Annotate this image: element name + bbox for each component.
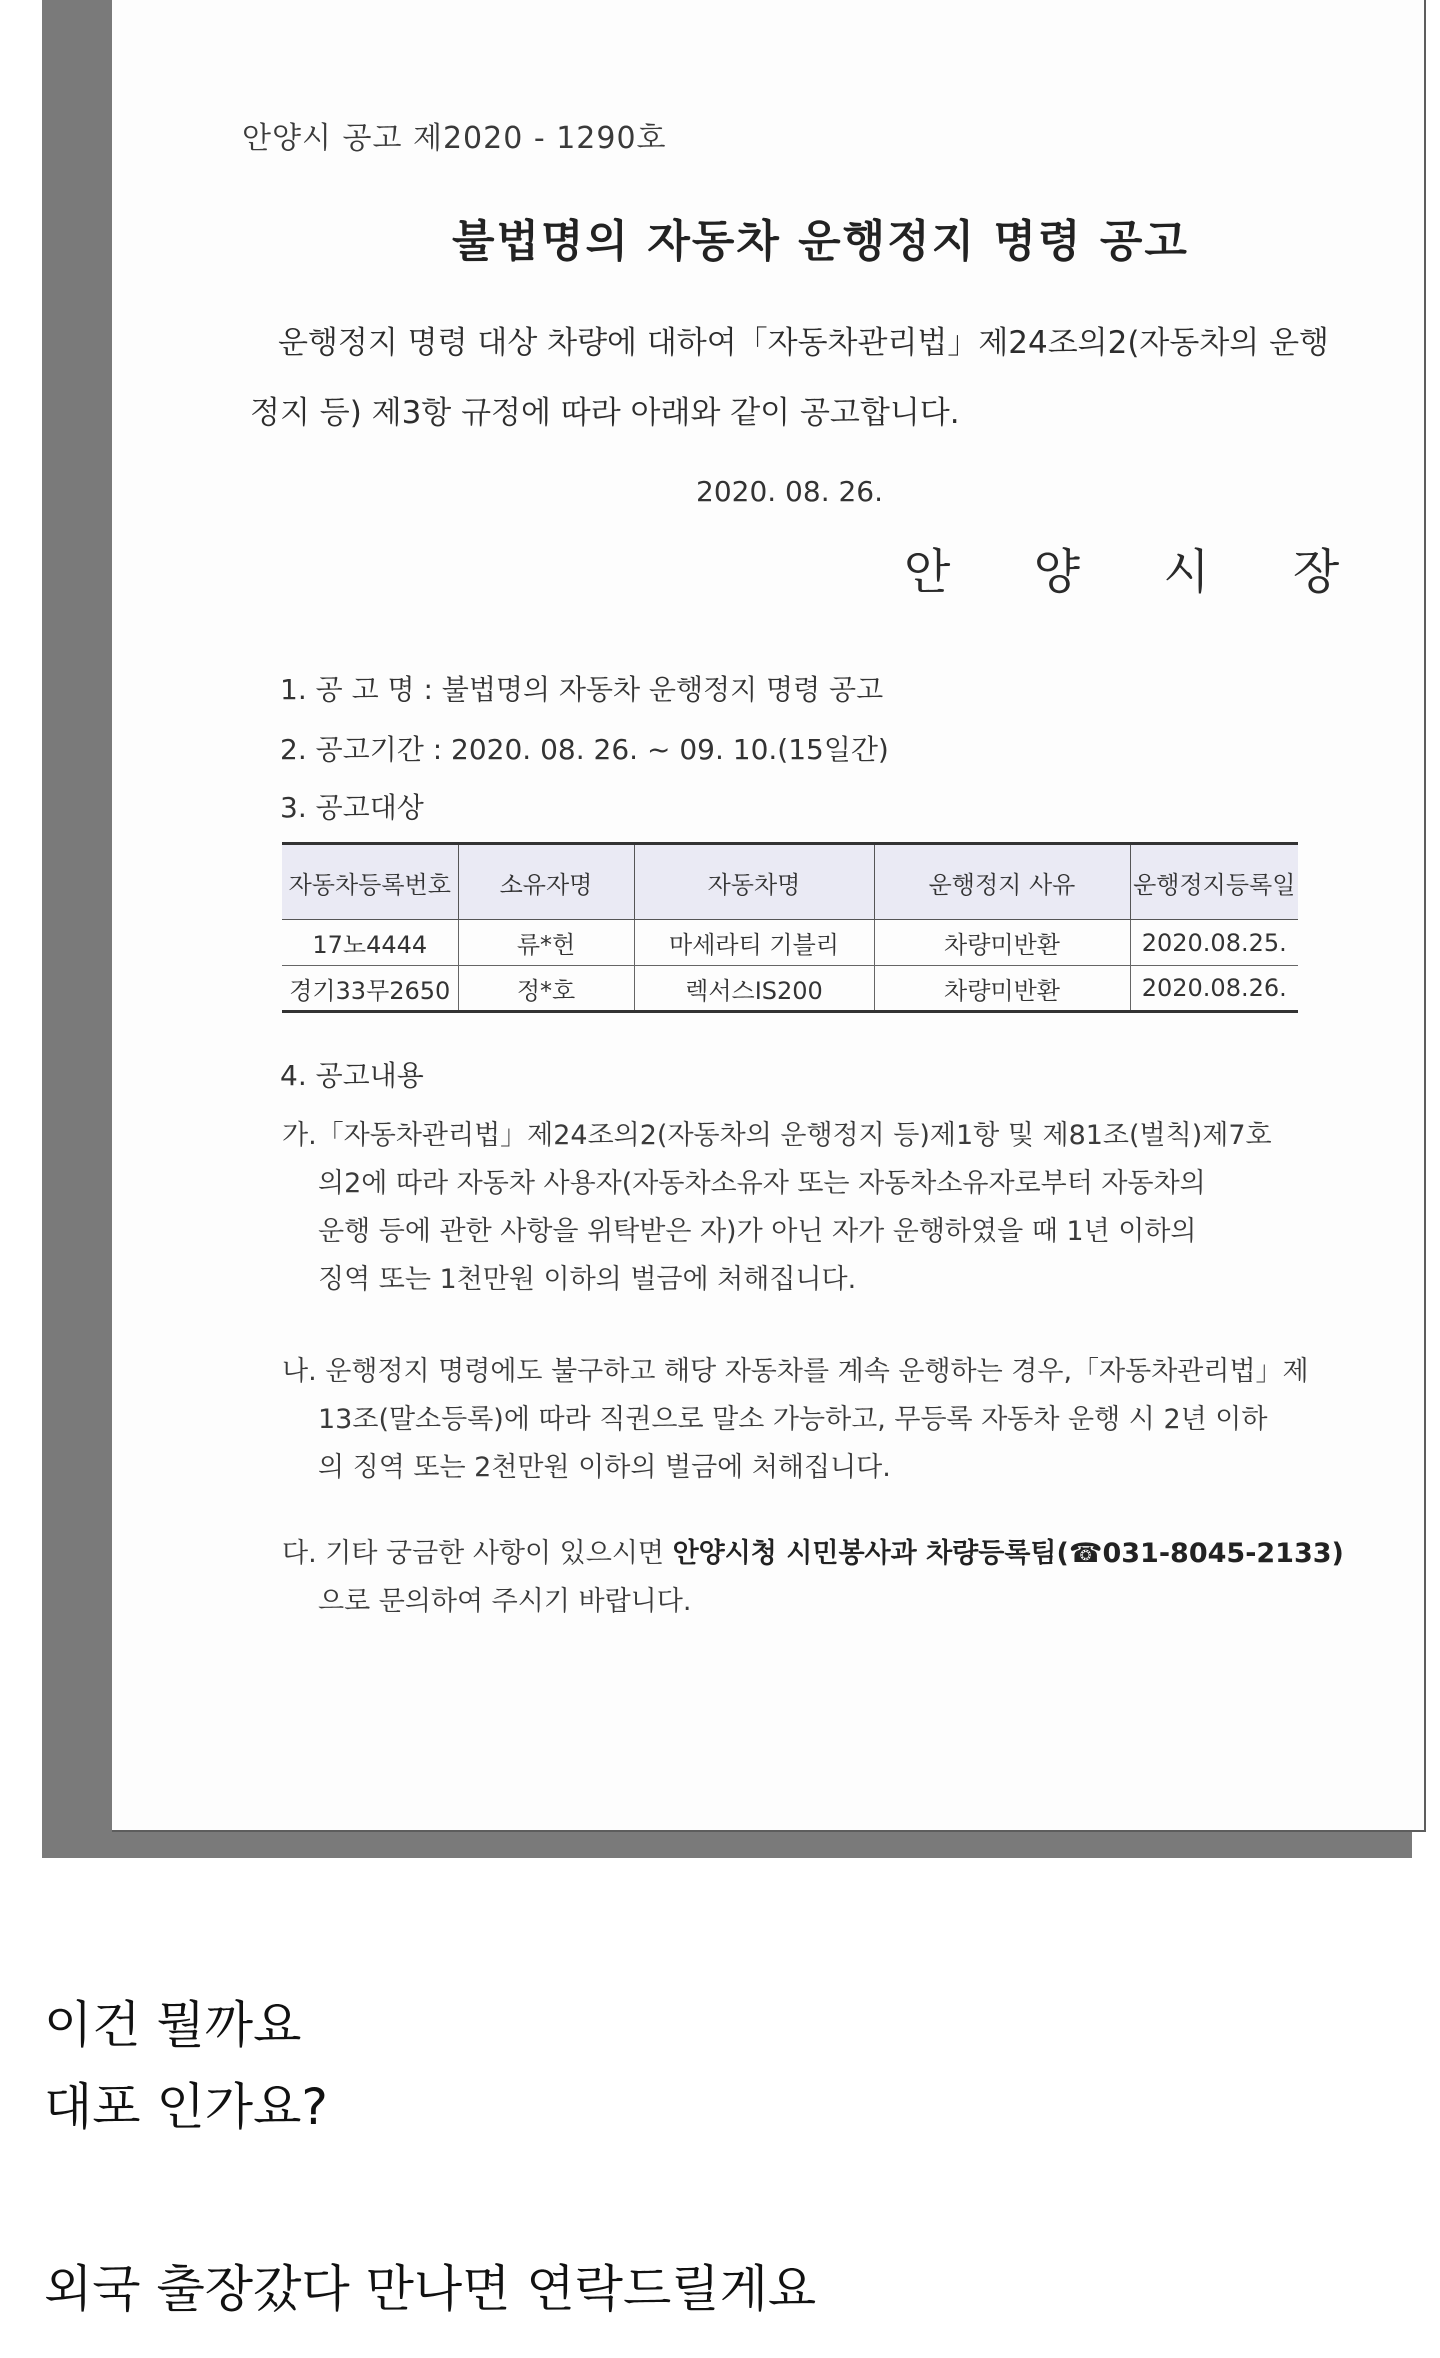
- paragraph-line: 가.「자동차관리법」제24조의2(자동차의 운행정지 등)제1항 및 제81조(벌칙)제7호: [282, 1120, 1272, 1151]
- post-body: [44, 1984, 816, 2330]
- cell-car-name: 렉서스IS200: [634, 966, 874, 1012]
- contact-info: 안양시청 시민봉사과 차량등록팀(☎031-8045-2133): [672, 1538, 1344, 1569]
- doc-number: 안양시 공고 제2020 - 1290호: [242, 121, 667, 156]
- item-notice-period: 2. 공고기간 : 2020. 08. 26. ~ 09. 10.(15일간): [280, 733, 889, 766]
- intro-line-1: 운행정지 명령 대상 차량에 대하여「자동차관리법」제24조의2(자동차의 운행: [278, 325, 1329, 361]
- paragraph-line: 운행 등에 관한 사항을 위탁받은 자)가 아닌 자가 운행하였을 때 1년 이하의: [318, 1216, 1197, 1247]
- item-notice-content: 4. 공고내용: [280, 1059, 424, 1092]
- cell-reason: 차량미반환: [874, 920, 1130, 966]
- cell-reg-number: 경기33무2650: [282, 966, 458, 1012]
- item-notice-target: 3. 공고대상: [280, 791, 424, 824]
- col-car-name: 자동차명: [634, 844, 874, 920]
- paragraph-line: 징역 또는 1천만원 이하의 벌금에 처해집니다.: [318, 1264, 857, 1295]
- item-notice-name: 1. 공 고 명 : 불법명의 자동차 운행정지 명령 공고: [280, 673, 884, 706]
- cell-reg-date: 2020.08.25.: [1130, 920, 1298, 966]
- notice-paper: [112, 0, 1426, 1832]
- paragraph-line: [282, 1530, 1344, 1578]
- col-reason: 운행정지 사유: [874, 844, 1130, 920]
- table-header-row: [282, 844, 1298, 920]
- cell-reg-number: 17노4444: [282, 920, 458, 966]
- paragraph-na: [282, 1348, 1309, 1492]
- cell-reg-date: 2020.08.26.: [1130, 966, 1298, 1012]
- cell-owner: 류*헌: [458, 920, 634, 966]
- post-line: 이건 뭘까요: [44, 1996, 302, 2054]
- col-owner: 소유자명: [458, 844, 634, 920]
- scanned-document-frame: [42, 0, 1412, 1858]
- post-spacer: [44, 2148, 816, 2248]
- paragraph-text: 다. 기타 궁금한 사항이 있으시면: [282, 1538, 673, 1569]
- col-reg-number: 자동차등록번호: [282, 844, 458, 920]
- cell-car-name: 마세라티 기블리: [634, 920, 874, 966]
- paragraph-line: 나. 운행정지 명령에도 불구하고 해당 자동차를 계속 운행하는 경우,「자동차관리법」제: [282, 1356, 1309, 1387]
- paragraph-line: 의 징역 또는 2천만원 이하의 벌금에 처해집니다.: [318, 1452, 891, 1483]
- table-row: [282, 966, 1298, 1012]
- post-line: 외국 출장갔다 만나면 연락드릴게요: [44, 2260, 817, 2318]
- cell-owner: 정*호: [458, 966, 634, 1012]
- doc-title: 불법명의 자동차 운행정지 명령 공고: [452, 216, 1189, 267]
- cell-reason: 차량미반환: [874, 966, 1130, 1012]
- table-row: [282, 920, 1298, 966]
- paragraph-line: 13조(말소등록)에 따라 직권으로 말소 가능하고, 무등록 자동차 운행 시 2년 이하: [318, 1404, 1268, 1435]
- post-line: 대포 인가요?: [44, 2078, 328, 2136]
- col-reg-date: 운행정지등록일: [1130, 844, 1298, 920]
- target-vehicle-table: [282, 842, 1298, 1013]
- intro-line-2: 정지 등) 제3항 규정에 따라 아래와 같이 공고합니다.: [250, 395, 960, 431]
- paragraph-line: 으로 문의하여 주시기 바랍니다.: [318, 1586, 692, 1617]
- paragraph-line: 의2에 따라 자동차 사용자(자동차소유자 또는 자동차소유자로부터 자동차의: [318, 1168, 1206, 1199]
- paragraph-ga: [282, 1112, 1272, 1304]
- doc-date: 2020. 08. 26.: [696, 475, 884, 508]
- paragraph-da: [282, 1530, 1344, 1626]
- issuer-signature: 안 양 시 장: [904, 544, 1374, 600]
